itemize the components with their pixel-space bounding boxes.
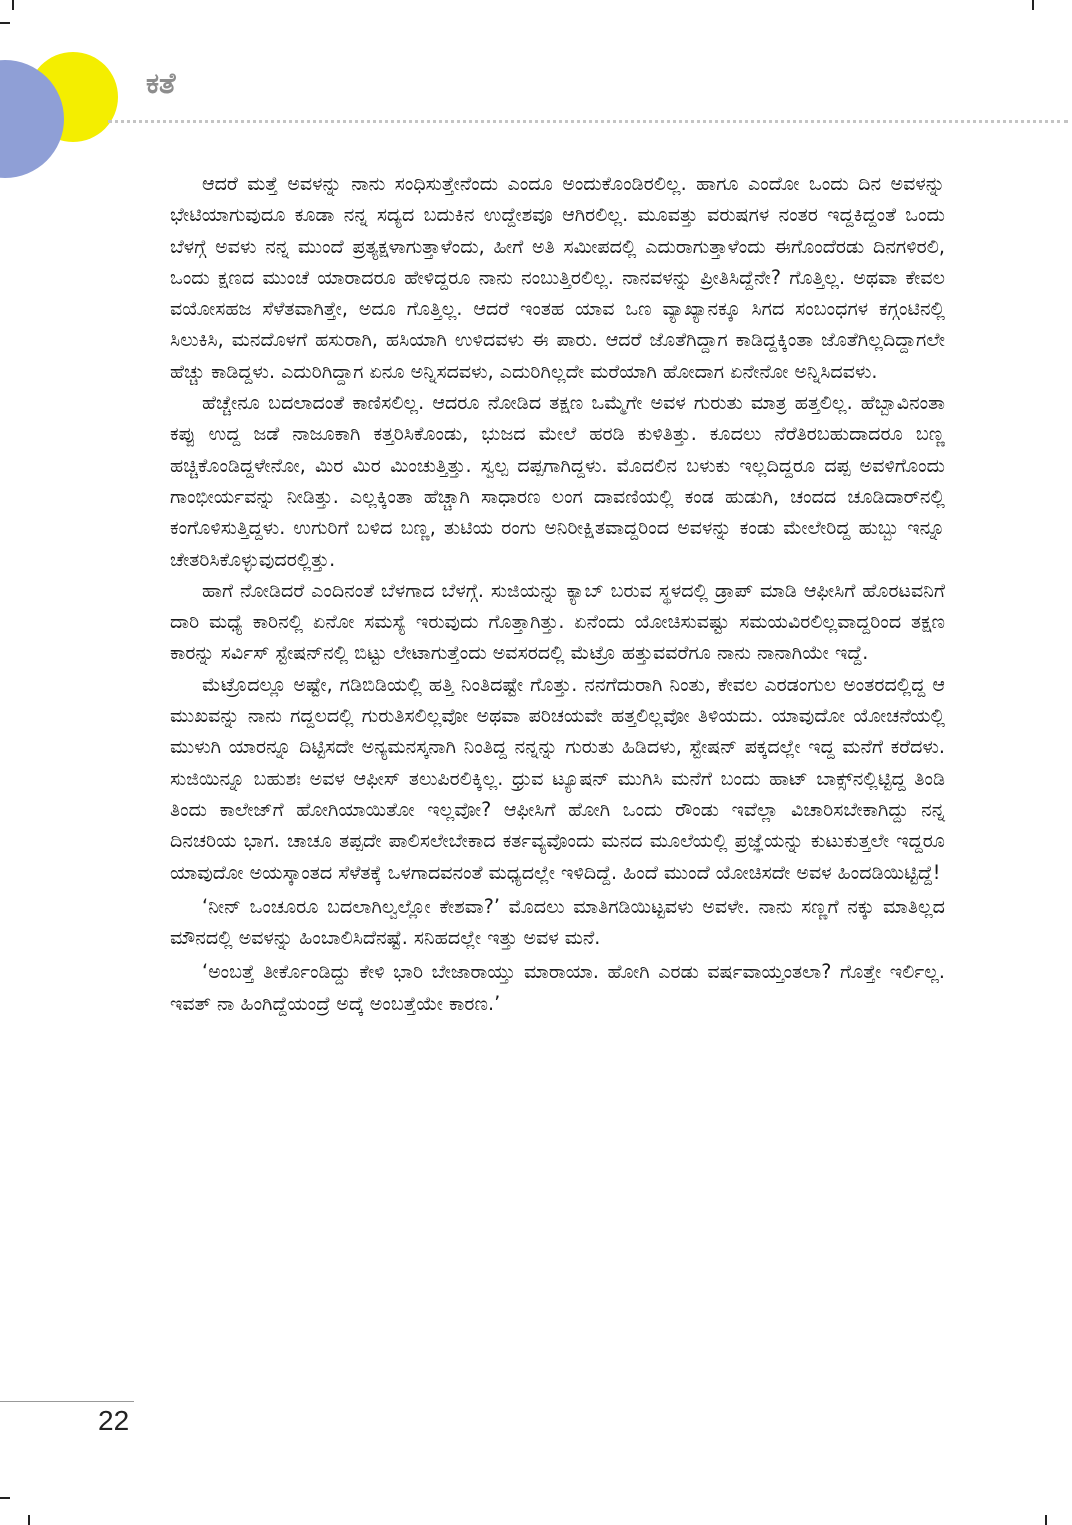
story-paragraph: ‘ಅಂಬತ್ತೆ ತೀರ್ಕೊಂಡಿದ್ದು ಕೇಳಿ ಭಾರಿ ಬೇಜಾರಾಯ್ತು ಮಾರಾಯಾ. ಹೋಗಿ ಎರಡು ವರ್ಷವಾಯ್ತಂತಲಾ? ಗೊತ್ತೇ ಇರ್ಲಿಲ್ಲ. ಇವತ್ ನಾ ಹಿಂಗಿದ್ದೆಯಂದ್ರೆ ಅದ್ಕೆ ಅಂಬತ್ತೆಯೇ ಕಾರಣ.’ [170,960,945,1015]
crop-mark [12,0,14,10]
page-number: 22 [98,1405,130,1436]
crop-mark [1045,1515,1047,1525]
crop-mark [0,1497,10,1499]
crop-mark [1032,0,1034,10]
crop-mark [28,1515,30,1525]
story-paragraph: ಹಾಗೆ ನೋಡಿದರೆ ಎಂದಿನಂತೆ ಬೆಳಗಾದ ಬೆಳಗ್ಗೆ. ಸುಜಿಯನ್ನು ಕ್ಯಾಬ್ ಬರುವ ಸ್ಥಳದಲ್ಲಿ ಡ್ರಾಪ್ ಮಾಡಿ ಆಫೀಸಿಗೆ ಹೊರಟವನಿಗೆ ದಾರಿ ಮಧ್ಯೆ ಕಾರಿನಲ್ಲಿ ಏನೋ ಸಮಸ್ಯೆ ಇರುವುದು ಗೊತ್ತಾಗಿತ್ತು. ಏನೆಂದು ಯೋಚಿಸುವಷ್ಟು ಸಮಯವಿರಲಿಲ್ಲವಾದ್ದರಿಂದ ತಕ್ಷಣ ಕಾರನ್ನು ಸರ್ವಿಸ್ ಸ್ಟೇಷನ್‌ನಲ್ಲಿ ಬಿಟ್ಟು ಲೇಟಾಗುತ್ತೆಂದು ಅವಸರದಲ್ಲಿ ಮೆಟ್ರೊ ಹತ್ತುವವರೆಗೂ ನಾನು ನಾನಾಗಿಯೇ ಇದ್ದೆ. [170,578,945,665]
story-body [170,168,945,1019]
footer-divider [0,1401,134,1402]
story-paragraph: ಮೆಟ್ರೊದಲ್ಲೂ ಅಷ್ಟೇ, ಗಡಿಬಿಡಿಯಲ್ಲಿ ಹತ್ತಿ ನಿಂತಿದಷ್ಟೇ ಗೊತ್ತು. ನನಗೆದುರಾಗಿ ನಿಂತು, ಕೇವಲ ಎರಡಂಗುಲ ಅಂತರದಲ್ಲಿದ್ದ ಆ ಮುಖವನ್ನು ನಾನು ಗದ್ದಲದಲ್ಲಿ ಗುರುತಿಸಲಿಲ್ಲವೋ ಅಥವಾ ಪರಿಚಯವೇ ಹತ್ತಲಿಲ್ಲವೋ ತಿಳಿಯದು. ಯಾವುದೋ ಯೋಚನೆಯಲ್ಲಿ ಮುಳುಗಿ ಯಾರನ್ನೂ ದಿಟ್ಟಿಸದೇ ಅನ್ಯಮನಸ್ಕನಾಗಿ ನಿಂತಿದ್ದ ನನ್ನನ್ನು ಗುರುತು ಹಿಡಿದಳು, ಸ್ಟೇಷನ್ ಪಕ್ಕದಲ್ಲೇ ಇದ್ದ ಮನೆಗೆ ಕರೆದಳು. ಸುಜಿಯಿನ್ನೂ ಬಹುಶಃ ಅವಳ ಆಫೀಸ್ ತಲುಪಿರಲಿಕ್ಕಿಲ್ಲ. ಧ್ರುವ ಟ್ಯೂಷನ್ ಮುಗಿಸಿ ಮನೆಗೆ ಬಂದು ಹಾಟ್ ಬಾಕ್ಸ್‌ನಲ್ಲಿಟ್ಟಿದ್ದ ತಿಂಡಿ ತಿಂದು ಕಾಲೇಜ್‌ಗೆ ಹೋಗಿಯಾಯಿತೋ ಇಲ್ಲವೋ? ಆಫೀಸಿಗೆ ಹೋಗಿ ಒಂದು ರೌಂಡು ಇವೆಲ್ಲಾ ವಿಚಾರಿಸಬೇಕಾಗಿದ್ದು ನನ್ನ ದಿನಚರಿಯ ಭಾಗ. ಚಾಚೂ ತಪ್ಪದೇ ಪಾಲಿಸಲೇಬೇಕಾದ ಕರ್ತವ್ಯವೊಂದು ಮನದ ಮೂಲೆಯಲ್ಲಿ ಪ್ರಜ್ಞೆಯನ್ನು ಕುಟುಕುತ್ತಲೇ ಇದ್ದರೂ ಯಾವುದೋ ಅಯಸ್ಕಾಂತದ ಸೆಳೆತಕ್ಕೆ ಒಳಗಾದವನಂತೆ ಮಧ್ಯದಲ್ಲೇ ಇಳಿದಿದ್ದೆ. ಹಿಂದೆ ಮುಂದೆ ಯೋಚಿಸದೇ ಅವಳ ಹಿಂದಡಿಯಿಟ್ಟಿದ್ದೆ! [170,672,945,884]
section-title: ಕತೆ [146,66,176,100]
header-dotted-divider [108,120,1068,123]
crop-mark [0,22,10,24]
story-paragraph: ಆದರೆ ಮತ್ತೆ ಅವಳನ್ನು ನಾನು ಸಂಧಿಸುತ್ತೇನೆಂದು ಎಂದೂ ಅಂದುಕೊಂಡಿರಲಿಲ್ಲ. ಹಾಗೂ ಎಂದೋ ಒಂದು ದಿನ ಅವಳನ್ನು ಭೇಟಿಯಾಗುವುದೂ ಕೂಡಾ ನನ್ನ ಸದ್ಯದ ಬದುಕಿನ ಉದ್ದೇಶವೂ ಆಗಿರಲಿಲ್ಲ. ಮೂವತ್ತು ವರುಷಗಳ ನಂತರ ಇದ್ದಕಿದ್ದಂತೆ ಒಂದು ಬೆಳಗ್ಗೆ ಅವಳು ನನ್ನ ಮುಂದೆ ಪ್ರತ್ಯಕ್ಷಳಾಗುತ್ತಾಳೆಂದು, ಹೀಗೆ ಅತಿ ಸಮೀಪದಲ್ಲಿ ಎದುರಾಗುತ್ತಾಳೆಂದು ಈಗೊಂದೆರಡು ದಿನಗಳಿರಲಿ, ಒಂದು ಕ್ಷಣದ ಮುಂಚೆ ಯಾರಾದರೂ ಹೇಳಿದ್ದರೂ ನಾನು ನಂಬುತ್ತಿರಲಿಲ್ಲ. ನಾನವಳನ್ನು ಪ್ರೀತಿಸಿದ್ದೆನೇ? ಗೊತ್ತಿಲ್ಲ. ಅಥವಾ ಕೇವಲ ವಯೋಸಹಜ ಸೆಳೆತವಾಗಿತ್ತೇ, ಅದೂ ಗೊತ್ತಿಲ್ಲ. ಆದರೆ ಇಂತಹ ಯಾವ ಒಣ ವ್ಯಾಖ್ಯಾನಕ್ಕೂ ಸಿಗದ ಸಂಬಂಧಗಳ ಕಗ್ಗಂಟಿನಲ್ಲಿ ಸಿಲುಕಿಸಿ, ಮನದೊಳಗೆ ಹಸುರಾಗಿ, ಹಸಿಯಾಗಿ ಉಳಿದವಳು ಈ ಪಾರು. ಆದರೆ ಜೊತೆಗಿದ್ದಾಗ ಕಾಡಿದ್ದಕ್ಕಿಂತಾ ಜೊತೆಗಿಲ್ಲದಿದ್ದಾಗಲೇ ಹೆಚ್ಚು ಕಾಡಿದ್ದಳು. ಎದುರಿಗಿದ್ದಾಗ ಏನೂ ಅನ್ನಿಸದವಳು, ಎದುರಿಗಿಲ್ಲದೇ ಮರೆಯಾಗಿ ಹೋದಾಗ ಏನೇನೋ ಅನ್ನಿಸಿದವಳು. [170,172,945,383]
story-paragraph: ‘ನೀನ್ ಒಂಚೂರೂ ಬದಲಾಗಿಲ್ವಲ್ಲೋ ಕೇಶವಾ?’ ಮೊದಲು ಮಾತಿಗಡಿಯಿಟ್ಟವಳು ಅವಳೇ. ನಾನು ಸಣ್ಣಗೆ ನಕ್ಕು ಮಾತಿಲ್ಲದ ಮೌನದಲ್ಲಿ ಅವಳನ್ನು ಹಿಂಬಾಲಿಸಿದೆನಷ್ಟೆ. ಸನಿಹದಲ್ಲೇ ಇತ್ತು ಅವಳ ಮನೆ. [170,894,945,950]
story-paragraph: ಹೆಚ್ಚೇನೂ ಬದಲಾದಂತೆ ಕಾಣಿಸಲಿಲ್ಲ. ಆದರೂ ನೋಡಿದ ತಕ್ಷಣ ಒಮ್ಮೆಗೇ ಅವಳ ಗುರುತು ಮಾತ್ರ ಹತ್ತಲಿಲ್ಲ. ಹೆಬ್ಬಾವಿನಂತಾ ಕಪ್ಪು ಉದ್ದ ಜಡೆ ನಾಜೂಕಾಗಿ ಕತ್ತರಿಸಿಕೊಂಡು, ಭುಜದ ಮೇಲೆ ಹರಡಿ ಕುಳಿತಿತ್ತು. ಕೂದಲು ನೆರೆತಿರಬಹುದಾದರೂ ಬಣ್ಣ ಹಚ್ಚಿಕೊಂಡಿದ್ದಳೇನೋ, ಮಿರ ಮಿರ ಮಿಂಚುತ್ತಿತ್ತು. ಸ್ವಲ್ಪ ದಪ್ಪಗಾಗಿದ್ದಳು. ಮೊದಲಿನ ಬಳುಕು ಇಲ್ಲದಿದ್ದರೂ ದಪ್ಪ ಅವಳಿಗೊಂದು ಗಾಂಭೀರ್ಯವನ್ನು ನೀಡಿತ್ತು. ಎಲ್ಲಕ್ಕಿಂತಾ ಹೆಚ್ಚಾಗಿ ಸಾಧಾರಣ ಲಂಗ ದಾವಣಿಯಲ್ಲಿ ಕಂಡ ಹುಡುಗಿ, ಚಂದದ ಚೂಡಿದಾರ್‌ನಲ್ಲಿ ಕಂಗೊಳಿಸುತ್ತಿದ್ದಳು. ಉಗುರಿಗೆ ಬಳಿದ ಬಣ್ಣ, ತುಟಿಯ ರಂಗು ಅನಿರೀಕ್ಷಿತವಾದ್ದರಿಂದ ಅವಳನ್ನು ಕಂಡು ಮೇಲೇರಿದ್ದ ಹುಬ್ಬು ಇನ್ನೂ ಚೇತರಿಸಿಕೊಳ್ಳುವುದರಲ್ಲಿತ್ತು. [170,391,945,571]
